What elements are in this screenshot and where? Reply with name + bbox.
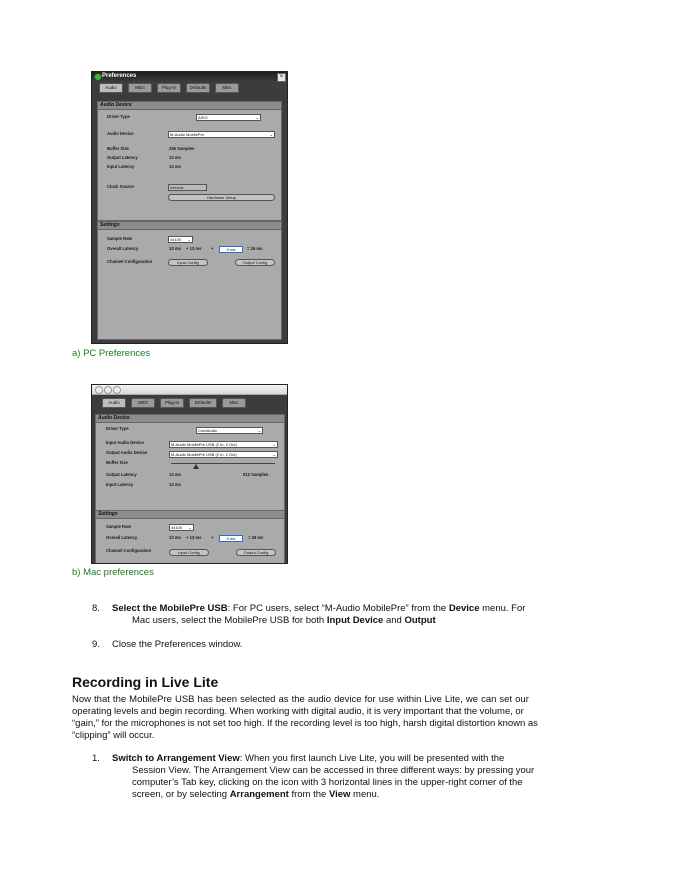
overall-latency-label: Overall Latency xyxy=(106,535,138,540)
tab-plugin[interactable]: Plug-In xyxy=(160,398,184,408)
step-1-number: 1. xyxy=(92,753,100,764)
pc-audio-device-panel xyxy=(97,101,282,221)
chevron-down-icon: ⌄ xyxy=(188,525,192,530)
mac-caption: b) Mac preferences xyxy=(72,567,154,578)
chevron-down-icon: ⌄ xyxy=(255,115,259,120)
tab-defaults[interactable]: Defaults xyxy=(189,398,217,408)
pc-caption: a) PC Preferences xyxy=(72,348,151,359)
step-8-line-2-text: Mac users, select the MobilePre USB for both xyxy=(132,615,327,626)
close-window-icon[interactable] xyxy=(95,386,103,394)
channel-config-label: Channel Configuration xyxy=(106,548,152,553)
step-8-text-2: menu. For xyxy=(479,603,526,614)
tab-defaults[interactable]: Defaults xyxy=(186,83,210,93)
section-header-audio-device: Audio Device xyxy=(96,415,284,423)
tab-audio[interactable]: Audio xyxy=(102,398,126,408)
overall-latency-input: + 13 ms xyxy=(186,246,202,251)
audio-device-label: Audio Device xyxy=(107,131,134,136)
step-9-number: 9. xyxy=(92,639,100,650)
step-8-line-1 xyxy=(112,603,525,615)
window-title: Preferences xyxy=(102,73,137,79)
extra-latency-input[interactable]: 0 ms xyxy=(219,246,243,253)
mac-settings-panel xyxy=(95,510,285,564)
output-latency-label: Output Latency xyxy=(107,155,138,160)
input-latency-label: Input Latency xyxy=(106,482,134,487)
driver-type-label: Driver Type xyxy=(107,114,130,119)
buffer-size-label: Buffer Size xyxy=(106,460,128,465)
tab-midi[interactable]: MIDI xyxy=(131,398,155,408)
chevron-down-icon: ⌄ xyxy=(272,452,276,457)
output-latency-label: Output Latency xyxy=(106,472,137,477)
step-1-line-4-end: menu. xyxy=(350,789,380,800)
chevron-down-icon: ⌄ xyxy=(187,237,191,242)
tab-misc[interactable]: Misc xyxy=(222,398,246,408)
overall-latency-output: 13 ms xyxy=(169,246,181,251)
input-config-button[interactable]: Input Config xyxy=(168,259,208,266)
step-1-line-3: computer’s Tab key, clicking on the icon with 3 horizontal lines in the upper-right corner of the xyxy=(132,777,523,788)
step-1-line-4-mid: from the xyxy=(288,789,329,800)
pc-title-bar[interactable] xyxy=(92,72,287,81)
hardware-setup-button[interactable]: Hardware Setup xyxy=(168,194,275,201)
step-9-text: Close the Preferences window. xyxy=(112,639,243,650)
tab-misc[interactable]: Misc xyxy=(215,83,239,93)
driver-type-value: ASIO xyxy=(198,115,208,120)
overall-latency-label: Overall Latency xyxy=(107,246,139,251)
clock-source-label: Clock Source xyxy=(107,184,134,189)
input-latency-label: Input Latency xyxy=(107,164,135,169)
chevron-down-icon: ⌄ xyxy=(257,428,261,433)
input-device-value: M-Audio MobilePre USB (2 In, 2 Out) xyxy=(171,442,237,447)
overall-latency-output: 13 ms xyxy=(169,535,181,540)
view-menu-ref: View xyxy=(328,789,351,800)
buffer-size-slider-thumb[interactable] xyxy=(193,464,199,469)
buffer-size-label: Buffer Size xyxy=(107,146,129,151)
output-device-label: Output Audio Device xyxy=(106,450,148,455)
step-1-line-2: Session View. The Arrangement View can be accessed in three different ways: by pressing your xyxy=(132,765,535,776)
pc-preferences-window xyxy=(91,71,288,344)
section-header-audio-device: Audio Device xyxy=(98,102,281,110)
input-device-select[interactable] xyxy=(169,441,278,448)
input-latency-value: 13 ms xyxy=(169,164,181,169)
extra-latency-input[interactable]: 0 ms xyxy=(219,535,243,542)
output-ref: Output xyxy=(404,615,436,626)
step-1-line-1 xyxy=(112,753,504,765)
chevron-down-icon: ⌄ xyxy=(272,442,276,447)
driver-type-value: CoreAudio xyxy=(198,428,217,433)
intro-line-3: “gain,” for the microphones is not set too high. If the recording level is too high, harsh digital distortion known as xyxy=(72,718,538,729)
step-1-line-4 xyxy=(132,789,379,801)
sample-rate-select[interactable] xyxy=(169,524,194,531)
tab-audio[interactable]: Audio xyxy=(99,83,123,93)
sample-rate-select[interactable] xyxy=(168,236,193,243)
intro-line-2: operating levels and begin recording. When working with digital audio, it is very important that the volume, or xyxy=(72,706,524,717)
live-app-icon xyxy=(94,73,102,81)
step-1-line-1-rest: : When you first launch Live Lite, you will be presented with the xyxy=(239,753,505,764)
overall-latency-total: = 26 ms xyxy=(248,535,264,540)
output-latency-value: 13 ms xyxy=(169,472,181,477)
output-config-button[interactable]: Output Config xyxy=(235,259,275,266)
step-8-line-2 xyxy=(132,615,436,627)
tab-midi[interactable]: MIDI xyxy=(128,83,152,93)
section-header-settings: Settings xyxy=(96,511,284,519)
audio-device-value: M-Audio MobilePre xyxy=(170,132,205,137)
intro-line-4: “clipping” will occur. xyxy=(72,730,155,741)
intro-line-1: Now that the MobilePre USB has been selected as the audio device for use within Live Lite, we can set our xyxy=(72,694,529,705)
buffer-size-slider-track[interactable] xyxy=(171,463,275,464)
overall-latency-input: + 13 ms xyxy=(186,535,202,540)
arrangement-ref: Arrangement xyxy=(229,789,289,800)
buffer-size-value: 256 Samples xyxy=(169,146,195,151)
output-latency-value: 13 ms xyxy=(169,155,181,160)
audio-device-select[interactable] xyxy=(168,131,275,138)
section-heading: Recording in Live Lite xyxy=(72,674,219,690)
buffer-size-samples: 512 Samples xyxy=(243,472,269,477)
channel-config-label: Channel Configuration xyxy=(107,259,153,264)
step-8-and: and xyxy=(383,615,405,626)
mac-audio-device-panel xyxy=(95,414,285,511)
input-latency-value: 13 ms xyxy=(169,482,181,487)
sample-rate-value: 44100 xyxy=(171,525,183,530)
overall-latency-plus: + xyxy=(211,535,214,540)
driver-type-select[interactable] xyxy=(196,114,261,121)
device-menu-ref: Device xyxy=(448,603,480,614)
section-header-settings: Settings xyxy=(98,222,281,230)
sample-rate-label: Sample Rate xyxy=(107,236,133,241)
output-config-button[interactable]: Output Config xyxy=(236,549,276,556)
input-config-button[interactable]: Input Config xyxy=(169,549,209,556)
sample-rate-label: Sample Rate xyxy=(106,524,132,529)
clock-source-field[interactable]: Internal xyxy=(168,184,207,191)
driver-type-select[interactable] xyxy=(196,427,263,434)
chevron-down-icon: ⌄ xyxy=(269,132,273,137)
close-icon[interactable]: × xyxy=(277,73,286,82)
input-device-ref: Input Device xyxy=(326,615,384,626)
step-8-number: 8. xyxy=(92,603,100,614)
overall-latency-plus: + xyxy=(211,246,214,251)
step-1-lead: Switch to Arrangement View xyxy=(112,753,240,764)
step-1-line-4-pre: screen, or by selecting xyxy=(132,789,230,800)
zoom-window-icon[interactable] xyxy=(113,386,121,394)
input-device-label: Input Audio Device xyxy=(106,440,144,445)
pc-settings-panel xyxy=(97,221,282,340)
step-8-text-1: : For PC users, select “M-Audio MobilePre” from the xyxy=(227,603,449,614)
step-8-lead: Select the MobilePre USB xyxy=(112,603,228,614)
sample-rate-value: 44100 xyxy=(170,237,182,242)
minimize-window-icon[interactable] xyxy=(104,386,112,394)
mac-preferences-window xyxy=(91,384,288,564)
tab-plugin[interactable]: Plug-In xyxy=(157,83,181,93)
driver-type-label: Driver Type xyxy=(106,426,129,431)
output-device-select[interactable] xyxy=(169,451,278,458)
mac-title-bar[interactable] xyxy=(92,385,287,395)
output-device-value: M-Audio MobilePre USB (2 In, 2 Out) xyxy=(171,452,237,457)
overall-latency-total: = 26 ms xyxy=(247,246,263,251)
